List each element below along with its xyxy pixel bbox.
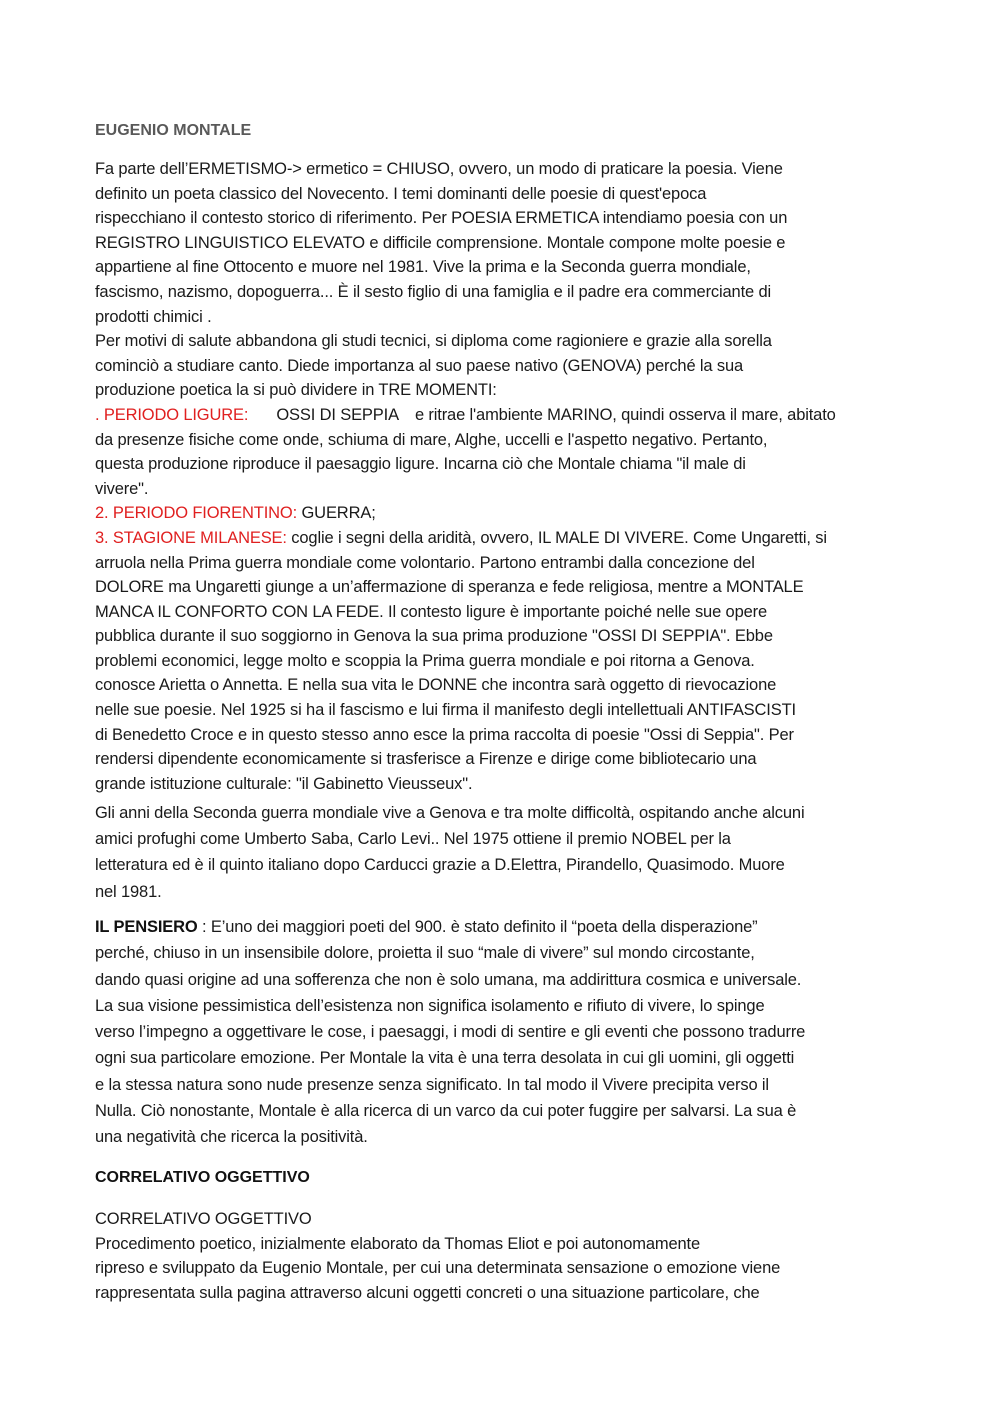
text-line: verso l’impegno a oggettivare le cose, i paesaggi, i modi di sentire e gli eventi che possono tradurre	[95, 1023, 806, 1042]
text-line: e la stessa natura sono nude presenze senza significato. In tal modo il Vivere precipita verso il	[95, 1075, 769, 1094]
text-line: pubblica durante il suo soggiorno in Genova la sua prima produzione "OSSI DI SEPPIA". Ebbe	[95, 627, 773, 646]
il-pensiero-label: IL PENSIERO	[95, 918, 198, 936]
text-line: rappresentata sulla pagina attraverso alcuni oggetti concreti o una situazione particolare, che	[95, 1283, 760, 1302]
text-line: produzione poetica la si può dividere in TRE MOMENTI:	[95, 381, 497, 400]
text-line: Procedimento poetico, inizialmente elaborato da Thomas Eliot e poi autonomamente	[95, 1234, 700, 1253]
text-line: rispecchiano il contesto storico di riferimento. Per POESIA ERMETICA intendiamo poesia con un	[95, 209, 788, 228]
text-line: arruola nella Prima guerra mondiale come volontario. Partono entrambi dalla concezione del	[95, 553, 755, 572]
biography-paragraph	[95, 157, 915, 796]
il-pensiero-text: : E’uno dei maggiori poeti del 900. è stato definito il “poeta della disperazione”	[197, 918, 758, 936]
text-line: ogni sua particolare emozione. Per Montale la vita è una terra desolata in cui gli uomini, gli oggetti	[95, 1049, 795, 1068]
stagione-milanese-line	[95, 526, 915, 551]
text-line: vivere".	[95, 479, 149, 498]
text-line: appartiene al fine Ottocento e muore nel 1981. Vive la prima e la Seconda guerra mondiale,	[95, 258, 751, 277]
text-line: Gli anni della Seconda guerra mondiale vive a Genova e tra molte difficoltà, ospitando anche alcuni	[95, 804, 805, 822]
periodo-ligure-line	[95, 403, 915, 428]
text-line: questa produzione riproduce il paesaggio ligure. Incarna ciò che Montale chiama "il male di	[95, 455, 746, 474]
text-line: perché, chiuso in un insensibile dolore, proietta il suo “male di vivere” sul mondo circostante,	[95, 944, 755, 963]
text-line: REGISTRO LINGUISTICO ELEVATO e difficile comprensione. Montale compone molte poesie e	[95, 233, 786, 252]
text-line: cominciò a studiare canto. Diede importanza al suo paese nativo (GENOVA) perché la sua	[95, 356, 744, 375]
periodo-fiorentino-line	[95, 501, 915, 526]
periodo-fiorentino-label: 2. PERIODO FIORENTINO:	[95, 504, 298, 523]
text-line: fascismo, nazismo, dopoguerra... È il sesto figlio di una famiglia e il padre era commerciante di	[95, 282, 772, 301]
stagione-milanese-label: 3. STAGIONE MILANESE:	[95, 528, 287, 547]
periodo-fiorentino-text: GUERRA;	[297, 504, 376, 523]
text-line: una negatività che ricerca la positività.	[95, 1128, 368, 1147]
seconda-guerra-paragraph	[95, 800, 915, 905]
text-line: Fa parte dell’ERMETISMO-> ermetico = CHIUSO, ovvero, un modo di praticare la poesia. Viene	[95, 160, 783, 178]
text-line: definito un poeta classico del Novecento. I temi dominanti delle poesie di quest'epoca	[95, 184, 707, 203]
text-line: di Benedetto Croce e in questo stesso anno esce la prima raccolta di poesie "Ossi di Seppia". Per	[95, 725, 794, 744]
periodo-ligure-label: . PERIODO LIGURE:	[95, 405, 249, 424]
text-line: letteratura ed è il quinto italiano dopo Carducci grazie a D.Elettra, Pirandello, Quasimodo. Muore	[95, 856, 785, 875]
ossi-di-seppia-title: OSSI DI SEPPIA	[276, 405, 399, 424]
text-line: problemi economici, legge molto e scoppia la Prima guerra mondiale e poi ritorna a Genova.	[95, 651, 755, 670]
text-line: conosce Arietta o Annetta. E nella sua vita le DONNE che incontra sarà oggetto di rievocazione	[95, 676, 777, 695]
text-line: da presenze fisiche come onde, schiuma di mare, Alghe, uccelli e l'aspetto negativo. Pertanto,	[95, 430, 768, 449]
text-line: rendersi dipendente economicamente si trasferisce a Firenze e dirige come bibliotecario una	[95, 750, 757, 769]
text-line: dando quasi origine ad una sofferenza che non è solo umana, ma addirittura cosmica e universale.	[95, 970, 802, 989]
text-line: amici profughi come Umberto Saba, Carlo Levi.. Nel 1975 ottiene il premio NOBEL per la	[95, 830, 731, 849]
text-line: La sua visione pessimistica dell’esistenza non significa isolamento e rifiuto di vivere, lo spinge	[95, 996, 765, 1015]
text-line: nel 1981.	[95, 882, 162, 901]
il-pensiero-first-line	[95, 914, 915, 940]
document-title: EUGENIO MONTALE	[95, 122, 252, 139]
text-line: ripreso e sviluppato da Eugenio Montale, per cui una determinata sensazione o emozione viene	[95, 1259, 781, 1278]
text-line: Per motivi di salute abbandona gli studi tecnici, si diploma come ragioniere e grazie alla sorella	[95, 332, 772, 351]
text-line: prodotti chimici .	[95, 307, 212, 326]
il-pensiero-paragraph	[95, 914, 915, 1151]
correlativo-oggettivo-heading: CORRELATIVO OGGETTIVO	[95, 1169, 310, 1186]
periodo-ligure-text: e ritrae l'ambiente MARINO, quindi osserva il mare, abitato	[414, 405, 836, 424]
stagione-milanese-text: coglie i segni della aridità, ovvero, IL MALE DI VIVERE. Come Ungaretti, si	[286, 528, 827, 547]
text-line: CORRELATIVO OGGETTIVO	[95, 1210, 312, 1228]
text-line: nelle sue poesie. Nel 1925 si ha il fascismo e lui firma il manifesto degli intellettuali ANTIFASCISTI	[95, 701, 796, 720]
text-line: Nulla. Ciò nonostante, Montale è alla ricerca di un varco da cui poter fuggire per salvarsi. La sua è	[95, 1102, 797, 1121]
text-line: DOLORE ma Ungaretti giunge a un’affermazione di speranza e fede religiosa, mentre a MONTALE	[95, 578, 804, 597]
text-line: MANCA IL CONFORTO CON LA FEDE. Il contesto ligure è importante poiché nelle sue opere	[95, 602, 767, 621]
text-line: grande istituzione culturale: "il Gabinetto Vieusseux".	[95, 774, 473, 793]
correlativo-oggettivo-paragraph	[95, 1207, 915, 1305]
